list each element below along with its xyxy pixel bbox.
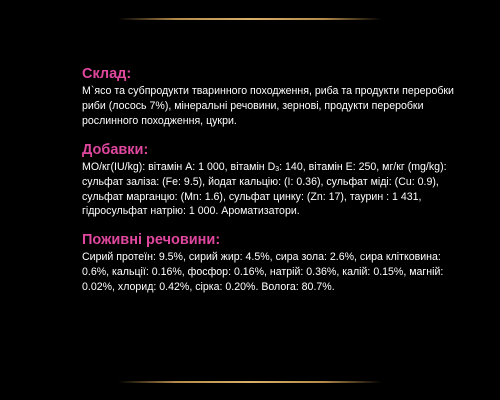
ingredients-content xyxy=(82,66,462,308)
composition-section xyxy=(82,66,462,129)
vitamin-d-subscript: 3 xyxy=(275,165,280,173)
additives-text-part-1: МО/кг(IU/kg): вітамін A: 1 000, вітамін D xyxy=(82,160,276,173)
additives-text xyxy=(82,160,462,220)
composition-text: М`ясо та субпродукти тваринного походження, риба та продукти переробки риби (лосось 7%), мінеральні речовини, зернові, продукти переробки рослинного походження, цукри. xyxy=(82,85,454,127)
composition-heading: Склад: xyxy=(82,66,132,82)
additives-section xyxy=(82,142,462,220)
nutrients-heading: Поживні речовини: xyxy=(82,232,221,249)
additives-text-part-2: : 140, вітамін E: 250, мг/кг (mg/kg): сульфат заліза: (Fe: 9.5), йодат кальцію: (I: 0.36), сульфат міді: (Cu: 0.9), сульфат марганцю: (Mn: 1.6), сульфат цинку: (Zn: 17), таурин : 1 431, гідросульфат натрію: 1 000. Ароматизатори. xyxy=(82,160,447,218)
bottom-gold-divider xyxy=(118,381,382,383)
nutrients-text: Сирий протеїн: 9.5%, сирий жир: 4.5%, сира зола: 2.6%, сира клітковина: 0.6%, кальції: 0.16%, фосфор: 0.16%, натрій: 0.36%, калій: 0.15%, магній: 0.02%, хлорид: 0.42%, сірка: 0.20%. Волога: 80.7%. xyxy=(82,251,444,294)
top-gold-divider xyxy=(118,18,382,20)
additives-heading: Добавки: xyxy=(82,141,149,158)
nutrients-section xyxy=(82,232,462,295)
